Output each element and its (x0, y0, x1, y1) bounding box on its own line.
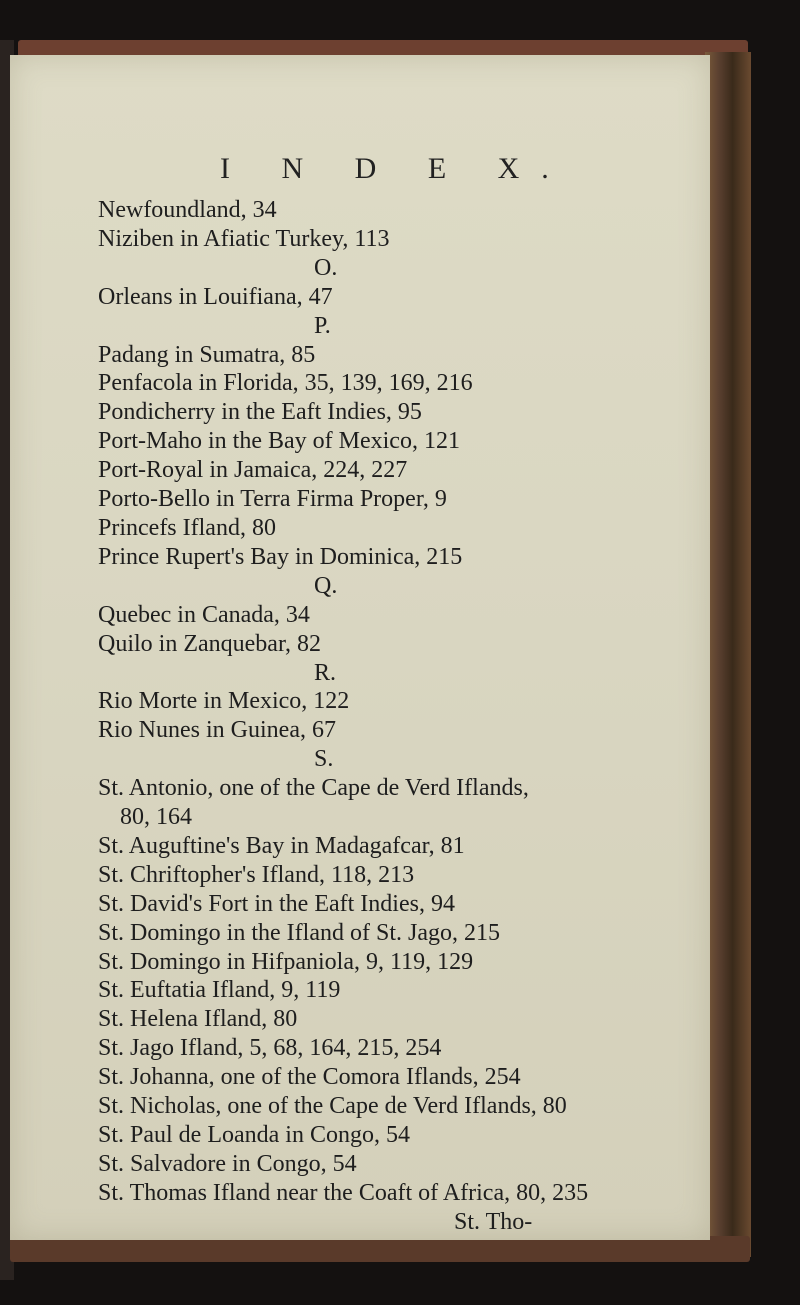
index-entry: St. Antonio, one of the Cape de Verd Iflands, (98, 775, 529, 802)
index-entry: St. Chriftopher's Ifland, 118, 213 (98, 861, 415, 888)
index-entry: St. Jago Ifland, 5, 68, 164, 215, 254 (98, 1035, 442, 1062)
section-letter: P. (314, 312, 331, 339)
index-entry: Niziben in Afiatic Turkey, 113 (98, 225, 390, 252)
index-entry: St. Auguftine's Bay in Madagafcar, 81 (98, 832, 465, 859)
index-entry: St. Domingo in Hifpaniola, 9, 119, 129 (98, 948, 474, 975)
index-entry: St. Johanna, one of the Comora Iflands, 254 (98, 1064, 521, 1091)
index-entry: Quebec in Canada, 34 (98, 601, 310, 628)
index-entries (98, 196, 618, 1237)
index-entry: Padang in Sumatra, 85 (98, 341, 316, 368)
index-entry: Rio Morte in Mexico, 122 (98, 688, 350, 715)
index-entry: St. Thomas Ifland near the Coaft of Africa, 80, 235 (98, 1179, 589, 1206)
index-entry: St. Paul de Loanda in Congo, 54 (98, 1122, 410, 1148)
index-entry: Porto-Bello in Terra Firma Proper, 9 (98, 486, 447, 513)
index-entry: St. Domingo in the Ifland of St. Jago, 215 (98, 919, 500, 946)
index-heading: I N D E X. (220, 152, 571, 185)
entry-continuation: 80, 164 (120, 804, 192, 831)
index-entry: St. Nicholas, one of the Cape de Verd Iflands, 80 (98, 1093, 567, 1120)
index-entry: Princefs Ifland, 80 (98, 514, 276, 541)
index-entry: Prince Rupert's Bay in Dominica, 215 (98, 543, 463, 570)
section-letter: R. (314, 659, 337, 686)
book-page-edges-right (705, 52, 751, 1257)
section-letter: O. (314, 254, 338, 281)
section-letter: S. (314, 746, 334, 773)
index-entry: St. David's Fort in the Eaft Indies, 94 (98, 890, 455, 917)
catchword: St. Tho- (454, 1208, 533, 1235)
index-entry: Penfacola in Florida, 35, 139, 169, 216 (98, 370, 473, 397)
index-entry: St. Euftatia Ifland, 9, 119 (98, 977, 341, 1004)
section-letter: Q. (314, 572, 338, 599)
index-entry: Orleans in Louifiana, 47 (98, 283, 333, 310)
index-entry: St. Salvadore in Congo, 54 (98, 1150, 357, 1177)
index-entry: Pondicherry in the Eaft Indies, 95 (98, 399, 422, 426)
index-entry: Port-Royal in Jamaica, 224, 227 (98, 457, 408, 484)
index-entry: Quilo in Zanquebar, 82 (98, 630, 321, 657)
index-entry: Rio Nunes in Guinea, 67 (98, 717, 336, 744)
index-entry: Newfoundland, 34 (98, 197, 277, 223)
index-entry: Port-Maho in the Bay of Mexico, 121 (98, 428, 460, 455)
index-entry: St. Helena Ifland, 80 (98, 1006, 298, 1033)
